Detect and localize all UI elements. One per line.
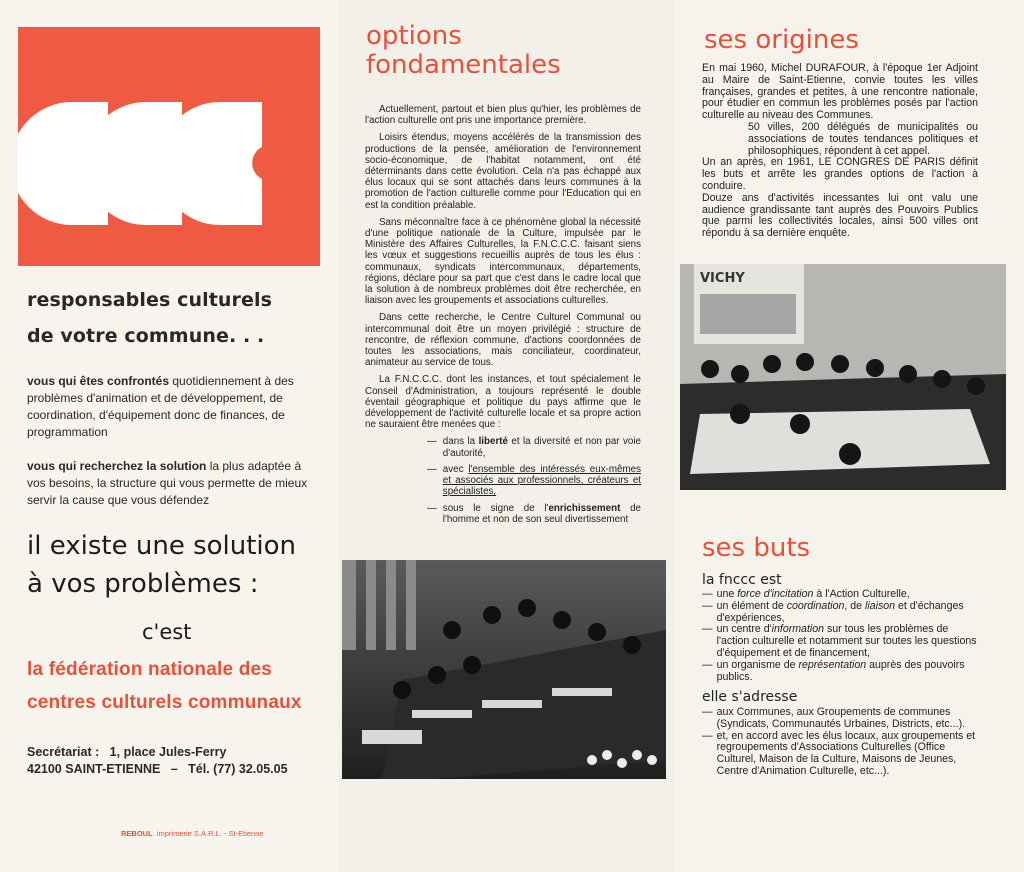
list-item: — dans la liberté et la diversité et non par voie d'autorité,	[427, 436, 641, 459]
list-item: — un élément de coordination, de liaison et d'échanges d'expériences,	[702, 599, 964, 624]
panel-middle	[338, 0, 674, 872]
options-paragraph: Sans méconnaître face à ce phénomène global la nécessité d'une politique nationale de la Culture, impulsée par le Ministère des Affaires Culturelles, la F.N.C.C.C. faisant siens les vœux et suggestions recueillis auprès de tous les élus : communaux, syndicats intercommunaux, départements, régions, déclare pour sa part que c'est dans le cadre local que la solution à de nombreux problèmes doit être recherchée, en liaison avec les groupements et associations culturelles.	[365, 216, 641, 307]
intro-paragraph-2	[27, 458, 317, 509]
origins-paragraph-3: Un an après, en 1961, LE CONGRES DE PARIS définit les buts et arrête les grandes options de l'action à conduire.	[702, 156, 978, 192]
vichy-photo-graphic	[680, 264, 1006, 490]
congress-photo	[342, 560, 666, 779]
address-line1: Secrétariat : 1, place Jules-Ferry	[27, 745, 227, 759]
options-paragraph: Loisirs étendus, moyens accélérés de la transmission des productions de la pensée, amélioration de l'environnement socio-économique, de l'habitat notamment, ont été déterminants dans cette évolution. Cela n'a pas échappé aux élus locaux qui se sont attachés dans leurs communes à la promotion de l'action culturelle comme pour l'Education qui en est la condition préalable.	[365, 132, 641, 211]
ccc-logo-graphic	[18, 27, 320, 266]
options-title-line1: options	[366, 21, 462, 51]
options-paragraph: Actuellement, partout et bien plus qu'hier, les problèmes de l'action culturelle ont pris une importance première.	[365, 104, 641, 127]
printer-rest: imprimerie S.A.R.L. - St-Etienne	[152, 829, 264, 838]
list-item: — une force d'incitation à l'Action Culturelle,	[702, 588, 910, 600]
list-item: — un organisme de représentation auprès des pouvoirs publics.	[702, 658, 965, 683]
para2-bold: vous qui recherchez la solution	[27, 459, 207, 473]
vichy-sign: VICHY	[700, 271, 745, 286]
para1-rest: quotidiennement à des problèmes d'animation et de développement, de coordination, d'équipement donc de finances, de programmation	[27, 374, 294, 439]
headline-line2: de votre commune. . .	[27, 325, 265, 347]
origins-paragraph-1: En mai 1960, Michel DURAFOUR, à l'époque 1er Adjoint au Maire de Saint-Etienne, convie toutes les villes françaises, grandes et petites, à une rencontre nationale, pour étudier en commun les problèmes posés par l'action culturelle au niveau des Communes.	[702, 62, 978, 122]
printer-credit	[121, 829, 264, 838]
fnccc-list	[702, 589, 980, 683]
list-item: — sous le signe de l'enrichissement de l'homme et non de son seul divertissement	[427, 502, 641, 525]
origins-paragraph-2: 50 villes, 200 délégués de municipalités ou associations de toutes tendances politiques et philosophiques, répondent à cet appel.	[748, 120, 978, 157]
list-item: — avec l'ensemble des intéressés eux-mêmes et associés aux professionnels, créateurs et spécialistes,	[427, 463, 641, 498]
panel-right	[674, 0, 1024, 872]
headline-line1: responsables culturels	[27, 289, 272, 311]
list-item: — et, en accord avec les élus locaux, aux groupements et regroupements d'Associations Culturelles (Office Culturel, Maison de la Culture, Maisons de Jeunes, Centre d'Animation Culturelle, etc...).	[702, 729, 976, 777]
adresse-list	[702, 707, 980, 778]
options-title	[366, 22, 561, 80]
para1-bold: vous qui êtes confrontés	[27, 374, 170, 388]
vichy-photo	[680, 264, 1006, 490]
fnccc-heading: la fnccc est	[702, 572, 782, 588]
printer-name: REBOUL	[121, 829, 153, 838]
list-item: — un centre d'information sur tous les problèmes de l'action culturelle et notamment sur toutes les questions d'équipement et de financement,	[702, 623, 977, 659]
origins-title: ses origines	[704, 25, 859, 55]
options-paragraph: La F.N.C.C.C. dont les instances, et tout spécialement le Conseil d'Administration, a toujours représenté le double éventail géographique et politique du pays affirme que le développement de l'activité culturelle locale et sa propre action ne sauraient être menées que :	[365, 374, 641, 431]
address-line2: 42100 SAINT-ETIENNE – Tél. (77) 32.05.05	[27, 762, 288, 776]
options-paragraph: Dans cette recherche, le Centre Culturel Communal ou intercommunal doit être un moyen privilégié : structure de rencontre, de réflexion commune, d'actions coordonnées de toutes les associations, mais conciliateur, coordinateur, animateur au service de tous.	[365, 312, 641, 369]
goals-title: ses buts	[702, 533, 811, 563]
panel-left	[0, 0, 338, 872]
solution-line1: il existe une solution	[27, 531, 297, 561]
para2-rest: la plus adaptée à vos besoins, la structure qui vous permette de mieux servir la cause que vous défendez	[27, 459, 308, 507]
federation-line2: centres culturels communaux	[27, 692, 302, 713]
options-body	[365, 104, 641, 530]
solution-line2: à vos problèmes :	[27, 569, 259, 599]
federation-line1: la fédération nationale des	[27, 659, 273, 680]
origins-paragraph-4: Douze ans d'activités incessantes lui ont valu une audience grandissante tant auprès des Pouvoirs Publics que parmi les collectivités locales, ainsi 500 villes ont répondu à sa dernière enquête.	[702, 191, 978, 240]
origins-body	[702, 63, 978, 240]
adresse-heading: elle s'adresse	[702, 689, 798, 705]
cest-label: c'est	[142, 620, 192, 644]
intro-paragraph-1	[27, 373, 317, 441]
ccc-logo	[18, 27, 320, 266]
options-list	[427, 436, 641, 524]
options-title-line2: fondamentales	[366, 50, 561, 80]
congress-photo-graphic	[342, 560, 666, 779]
list-item: — aux Communes, aux Groupements de communes (Syndicats, Communautés Urbaines, Districts, etc...).	[702, 706, 966, 730]
